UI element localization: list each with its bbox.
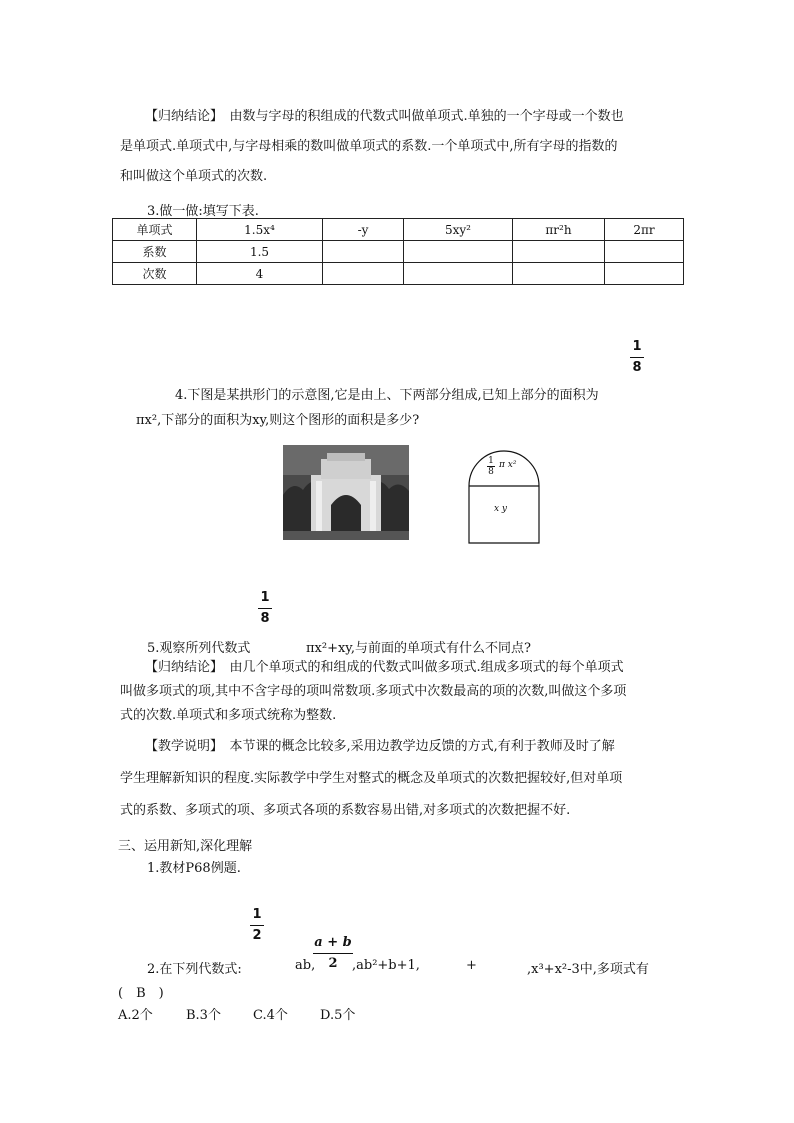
table-cell [404,241,513,263]
sub-item-1: 1.教材P68例题. [147,861,241,876]
fraction-one-eighth-2 [258,590,272,627]
item-3-title: 3.做一做:填写下表. [147,204,259,219]
section-3-heading: 三、运用新知,深化理解 [118,839,253,854]
row-label: 单项式 [113,219,197,241]
table-cell [323,263,404,285]
table-cell: 5xy² [404,219,513,241]
text-line: 叫做多项式的项,其中不含字母的项叫常数项.多项式中次数最高的项的次数,叫做这个多项 [120,684,627,699]
table-row [113,263,684,285]
item-4-line-1: 4.下图是某拱形门的示意图,它是由上、下两部分组成,已知上部分的面积为 [175,388,599,403]
arch-diagram [468,450,540,544]
teaching-note-paragraph [120,731,680,827]
diagram-bottom-label: x y [494,504,508,514]
text-line: 式的次数.单项式和多项式统称为整数. [120,708,337,723]
row-label: 系数 [113,241,197,263]
table-cell [605,263,684,285]
conclusion-paragraph-2 [120,656,680,728]
choice-d: D.5个 [320,1008,356,1023]
fraction-denominator: 2 [328,956,338,971]
item-5-rest: πx²+xy,与前面的单项式有什么不同点? [306,641,532,656]
table-row [113,219,684,241]
answer: ( B ) [118,986,164,1001]
table-cell [323,241,404,263]
text-line: 【教学说明】 本节课的概念比较多,采用边教学边反馈的方式,有利于教师及时了解 [145,739,615,754]
diagram-fraction-num: 1 [488,456,494,466]
item-4-line-2: πx²,下部分的面积为xy,则这个图形的面积是多少? [136,413,420,428]
fraction-numerator: 1 [632,339,642,354]
fraction-numerator: 1 [252,907,262,922]
table-cell: 1.5x⁴ [197,219,323,241]
item-2-ab: ab, [295,958,316,973]
conclusion-paragraph-1 [120,102,680,192]
choice-c: C.4个 [253,1008,288,1023]
arch-gate-photo [283,445,409,540]
item-2-plus: + [466,958,477,973]
table-cell: 2πr [605,219,684,241]
text-line: 【归纳结论】 由数与字母的积组成的代数式叫做单项式.单独的一个字母或一个数也 [145,109,624,124]
text-line: 【归纳结论】 由几个单项式的和组成的代数式叫做多项式.组成多项式的每个单项式 [145,660,624,675]
fraction-denominator: 2 [252,928,262,943]
fraction-a-plus-b-over-2 [313,935,353,972]
fraction-one-half [250,907,264,944]
fraction-one-eighth [630,339,644,376]
row-label: 次数 [113,263,197,285]
text-line: 式的系数、多项式的项、多项式各项的系数容易出错,对多项式的次数把握不好. [120,803,571,818]
item-2-lead: 2.在下列代数式: [147,962,242,977]
item-5-lead: 5.观察所列代数式 [147,641,251,656]
table-cell [404,263,513,285]
diagram-top-label: π x² [499,460,517,470]
diagram-fraction-den: 8 [488,467,494,477]
fraction-denominator: 8 [260,611,270,626]
item-2-tail: ,x³+x²-3中,多项式有 [527,962,649,977]
table-row [113,241,684,263]
text-line: 和叫做这个单项式的次数. [120,169,268,184]
table-cell [605,241,684,263]
diagram-fraction [487,456,495,477]
text-line: 学生理解新知识的程度.实际教学中学生对整式的概念及单项式的次数把握较好,但对单项 [120,771,623,786]
table-cell [513,263,605,285]
fraction-denominator: 8 [632,360,642,375]
monomial-table [112,218,684,285]
table-cell: 1.5 [197,241,323,263]
item-2-mid: ,ab²+b+1, [352,958,420,973]
table-cell: -y [323,219,404,241]
choice-b: B.3个 [186,1008,221,1023]
table-cell: 4 [197,263,323,285]
table-cell: πr²h [513,219,605,241]
choice-a: A.2个 [118,1008,153,1023]
fraction-numerator: 1 [260,590,270,605]
text-line: 是单项式.单项式中,与字母相乘的数叫做单项式的系数.一个单项式中,所有字母的指数的 [120,139,618,154]
fraction-numerator: a + b [314,935,352,950]
table-cell [513,241,605,263]
